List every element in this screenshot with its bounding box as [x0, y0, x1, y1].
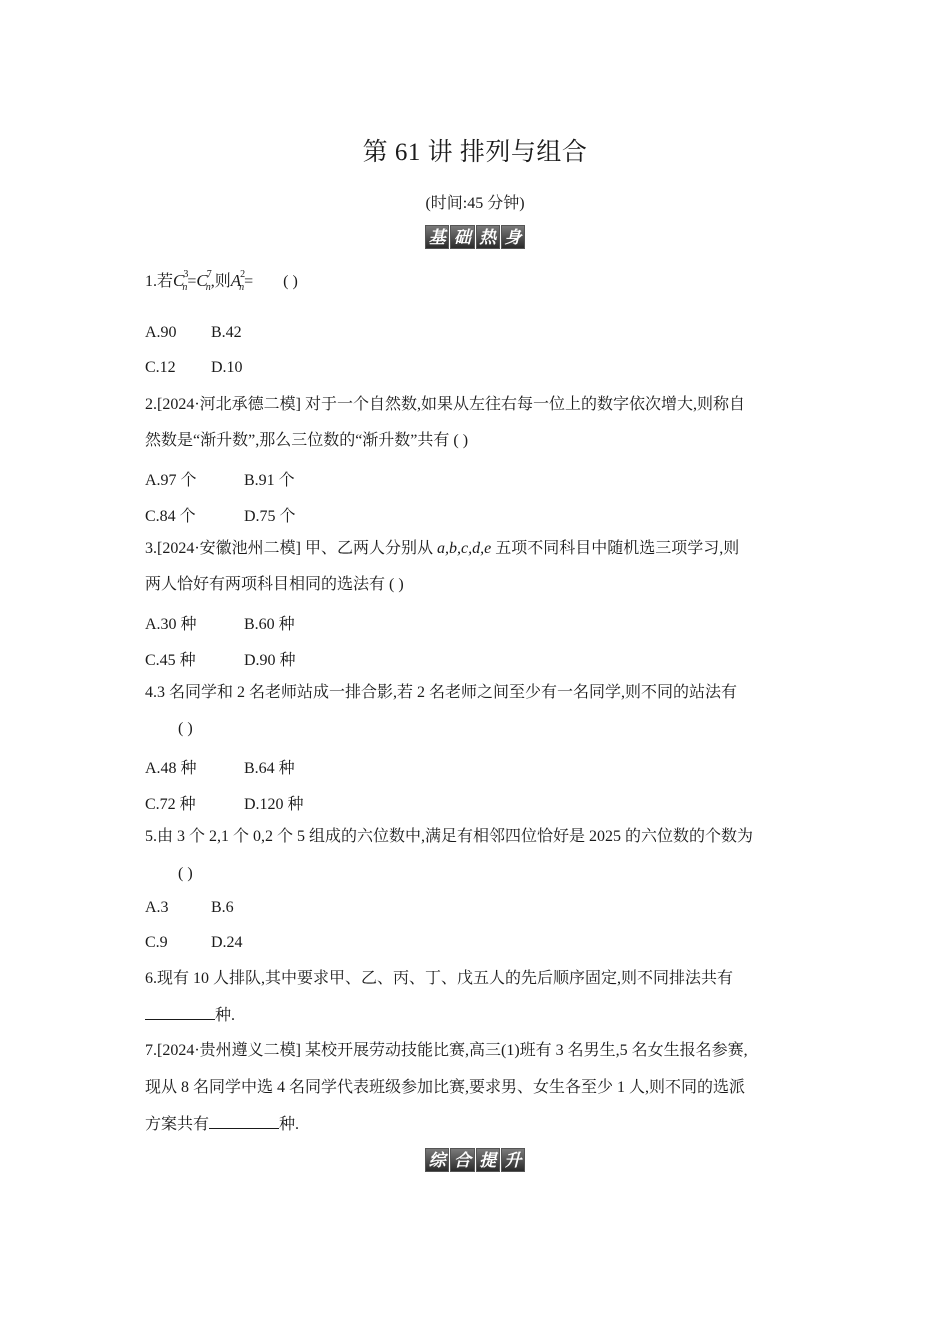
option-b: B.91 个: [244, 472, 295, 489]
option-d: D.24: [211, 934, 243, 951]
q1-then: ,则: [210, 273, 231, 290]
badge-char: 提: [476, 1148, 500, 1172]
q6-unit: 种.: [215, 1007, 236, 1024]
badge-char: 身: [501, 225, 525, 249]
option-d: D.120 种: [244, 796, 304, 813]
question-7-line-3: [145, 1114, 299, 1135]
option-a: A.3: [145, 899, 169, 916]
q3-text-b: 五项不同科目中随机选三项学习,则: [491, 540, 740, 557]
badge-char: 热: [476, 225, 500, 249]
section-badge-advanced: [425, 1148, 525, 1172]
q7-unit: 种.: [279, 1116, 300, 1133]
option-b: B.42: [211, 324, 242, 341]
option-c: C.84 个: [145, 508, 196, 525]
answer-paren: ( ): [283, 273, 298, 290]
badge-char: 合: [450, 1148, 474, 1172]
answer-blank[interactable]: [209, 1114, 279, 1129]
option-a: A.30 种: [145, 616, 197, 633]
option-c: C.45 种: [145, 652, 196, 669]
q3-subject-vars: a,b,c,d,e: [437, 540, 492, 557]
question-3-line-2: 两人恰好有两项科目相同的选法有 ( ): [145, 576, 404, 593]
q3-text-a: 3.[2024·安徽池州二模] 甲、乙两人分别从: [145, 540, 437, 557]
option-b: B.64 种: [244, 760, 295, 777]
badge-char: 综: [425, 1148, 449, 1172]
answer-blank[interactable]: [145, 1005, 215, 1020]
option-d: D.10: [211, 359, 243, 376]
badge-char: 础: [450, 225, 474, 249]
question-5-line-1: 5.由 3 个 2,1 个 0,2 个 5 组成的六位数中,满足有相邻四位恰好是 2025 的六位数的个数为: [145, 828, 754, 845]
question-7-line-1: 7.[2024·贵州遵义二模] 某校开展劳动技能比赛,高三(1)班有 3 名男生,5 名女生报名参赛,: [145, 1042, 748, 1059]
equals-sign: =: [244, 273, 254, 290]
option-b: B.6: [211, 899, 234, 916]
question-6-line-2: [145, 1005, 235, 1026]
section-badge-basic: [425, 225, 525, 249]
option-c: C.12: [145, 359, 176, 376]
arrangement-a-n-2: $A^2_n$: [230, 269, 246, 293]
binomial-c-n-7: $C^7_n$: [196, 269, 212, 293]
question-1: [145, 265, 298, 298]
q1-prefix: 1.若: [145, 273, 174, 290]
binomial-c-n-3: $C^3_n$: [173, 269, 189, 293]
option-c: C.9: [145, 934, 168, 951]
badge-char: 基: [425, 225, 449, 249]
option-a: A.48 种: [145, 760, 197, 777]
question-6-line-1: 6.现有 10 人排队,其中要求甲、乙、丙、丁、戊五人的先后顺序固定,则不同排法共有: [145, 970, 734, 987]
option-a: A.97 个: [145, 472, 197, 489]
equals-sign: =: [187, 273, 197, 290]
answer-paren: ( ): [178, 865, 193, 882]
option-c: C.72 种: [145, 796, 196, 813]
option-b: B.60 种: [244, 616, 295, 633]
question-3-line-1: [145, 539, 739, 559]
question-2-line-1: 2.[2024·河北承德二模] 对于一个自然数,如果从左往右每一位上的数字依次增大,则称自: [145, 396, 745, 413]
page-title: 第 61 讲 排列与组合: [362, 139, 588, 166]
option-d: D.75 个: [244, 508, 296, 525]
option-a: A.90: [145, 324, 177, 341]
answer-paren: ( ): [178, 720, 193, 737]
question-7-line-2: 现从 8 名同学中选 4 名同学代表班级参加比赛,要求男、女生各至少 1 人,则不同的选派: [145, 1079, 746, 1096]
q7-text: 方案共有: [145, 1116, 210, 1133]
question-2-line-2: 然数是“渐升数”,那么三位数的“渐升数”共有 ( ): [145, 432, 469, 449]
option-d: D.90 种: [244, 652, 296, 669]
badge-char: 升: [501, 1148, 525, 1172]
time-limit: (时间:45 分钟): [425, 195, 525, 212]
question-4-line-1: 4.3 名同学和 2 名老师站成一排合影,若 2 名老师之间至少有一名同学,则不同的站法有: [145, 684, 738, 701]
